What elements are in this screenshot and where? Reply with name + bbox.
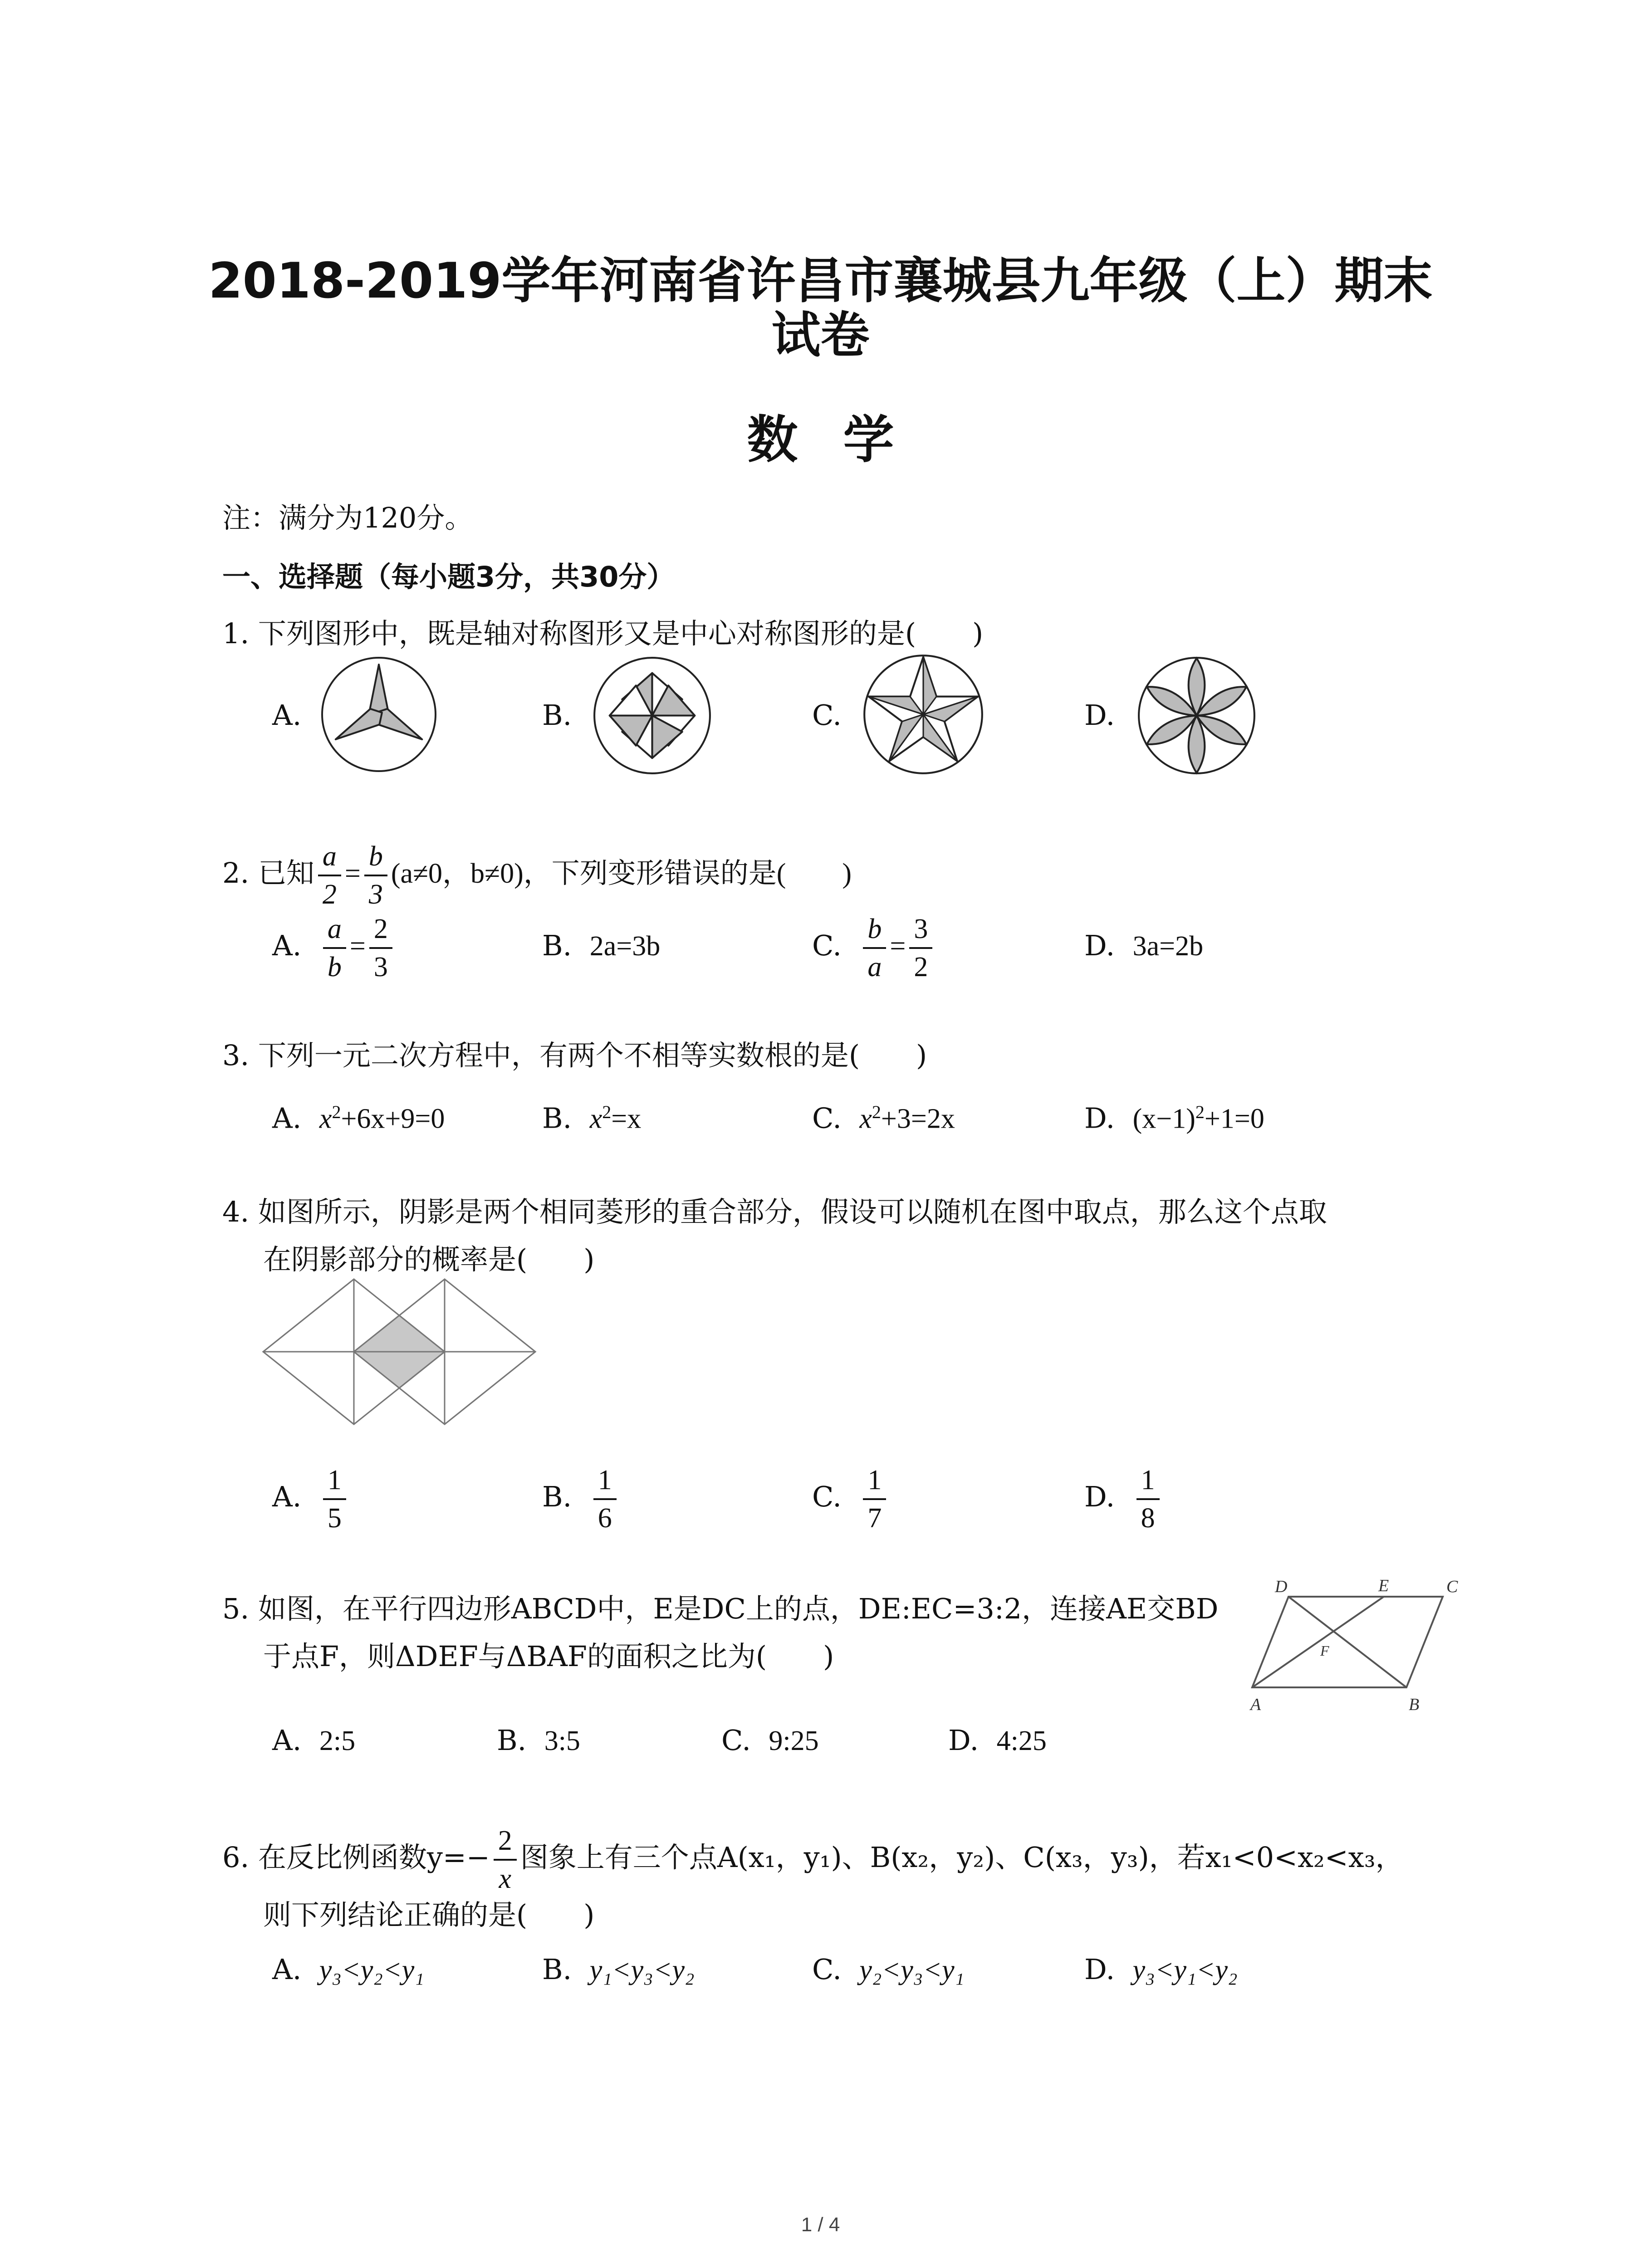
q4-option-a: A. $\frac{1}{5}$ [272,1458,350,1536]
q5-label-b: B [1409,1695,1420,1714]
q6-stem-line2: 则下列结论正确的是( ) [263,1898,595,1931]
q1-stem: 1. 下列图形中，既是轴对称图形又是中心对称图形的是( ) [222,617,984,650]
q4-figure-rhombuses [263,1279,540,1424]
q6-stem-prefix: 6. 在反比例函数y=− [222,1841,490,1874]
page-number: 1 / 4 [801,2214,840,2236]
q5-label-e: E [1378,1576,1389,1595]
q1-option-c-label: C. [812,699,842,732]
q1-figure-b-pinwheel [592,655,712,776]
subject-title: 数学 [747,411,940,469]
q2-option-d: D. 3a=2b [1084,929,1204,962]
q3-stem: 3. 下列一元二次方程中，有两个不相等实数根的是( ) [222,1039,927,1072]
page-title-line2: 试卷 [771,307,870,364]
q4-option-b: B. $\frac{1}{6}$ [542,1458,620,1536]
q1-figure-c-star [862,653,985,776]
q2-frac-a-over-2: $\frac{a}{2}$ [318,838,341,913]
q4-stem-line2: 在阴影部分的概率是( ) [263,1243,595,1276]
q2-stem-prefix: 2. 已知 [222,856,314,890]
q5-option-a: A. 2:5 [272,1724,356,1757]
q1-option-a-label: A. [272,699,302,732]
q5-option-b: B. 3:5 [497,1724,580,1757]
q2-stem [222,835,852,913]
q2-equals: = [344,858,361,889]
q5-stem-line2: 于点F，则ΔDEF与ΔBAF的面积之比为( ) [263,1640,834,1673]
q2-option-a: A. $\frac{a}{b}$ = $\frac{2}{3}$ [272,907,396,985]
q5-label-a: A [1250,1695,1261,1714]
q4-stem-line1: 4. 如图所示，阴影是两个相同菱形的重合部分，假设可以随机在图中取点，那么这个点取 [222,1195,1327,1228]
q5-figure-parallelogram [1250,1576,1470,1715]
q1-option-d-label: D. [1084,699,1115,732]
q5-option-d: D. 4:25 [948,1724,1047,1757]
q6-option-a: A. y₃<y₂<y₁ [272,1953,424,1986]
q6-option-c: C. y₂<y₃<y₁ [812,1953,965,1986]
q2-option-b: B. 2a=3b [542,929,661,962]
q6-stem [222,1819,1404,1897]
q3-option-a: A. $x^2+6x+9=0$ [272,1101,445,1135]
q3-option-d: D. $(x-1)^2+1=0$ [1084,1101,1264,1135]
q6-option-d: D. y₃<y₁<y₂ [1084,1953,1238,1986]
q2-frac-b-over-3: $\frac{b}{3}$ [364,838,387,913]
section-heading: 一、选择题（每小题3分，共30分） [222,560,675,593]
q5-label-c: C [1446,1577,1458,1596]
q1-option-b-label: B. [542,699,572,732]
q1-figure-a-propeller [320,655,438,773]
q3-option-c: C. $x^2+3=2x$ [812,1101,955,1135]
page-title-line1: 2018-2019学年河南省许昌市襄城县九年级（上）期末 [208,253,1433,309]
q4-option-d: D. $\frac{1}{8}$ [1084,1458,1163,1536]
score-note: 注：满分为120分。 [222,501,473,534]
q1-figure-d-flower [1136,655,1257,776]
q3-option-b: B. $x^2=x$ [542,1101,642,1135]
q5-stem-line1: 5. 如图，在平行四边形ABCD中，E是DC上的点，DE:EC=3:2，连接AE交BD [222,1592,1219,1625]
q5-label-d: D [1275,1577,1288,1596]
q6-stem-suffix: 图象上有三个点A(x₁，y₁)、B(x₂，y₂)、C(x₃，y₃)，若x₁<0<x₂<x₃， [520,1841,1404,1874]
q4-option-c: C. $\frac{1}{7}$ [812,1458,890,1536]
q5-label-f: F [1320,1642,1329,1659]
q2-option-c: C. $\frac{b}{a}$ = $\frac{3}{2}$ [812,907,936,985]
q6-frac-2-over-x: $\frac{2}{x}$ [494,1823,517,1897]
q5-option-c: C. 9:25 [721,1724,819,1757]
q2-condition: (a≠0，b≠0)，下列变形错误的是( ) [391,858,852,889]
q6-option-b: B. y₁<y₃<y₂ [542,1953,695,1986]
